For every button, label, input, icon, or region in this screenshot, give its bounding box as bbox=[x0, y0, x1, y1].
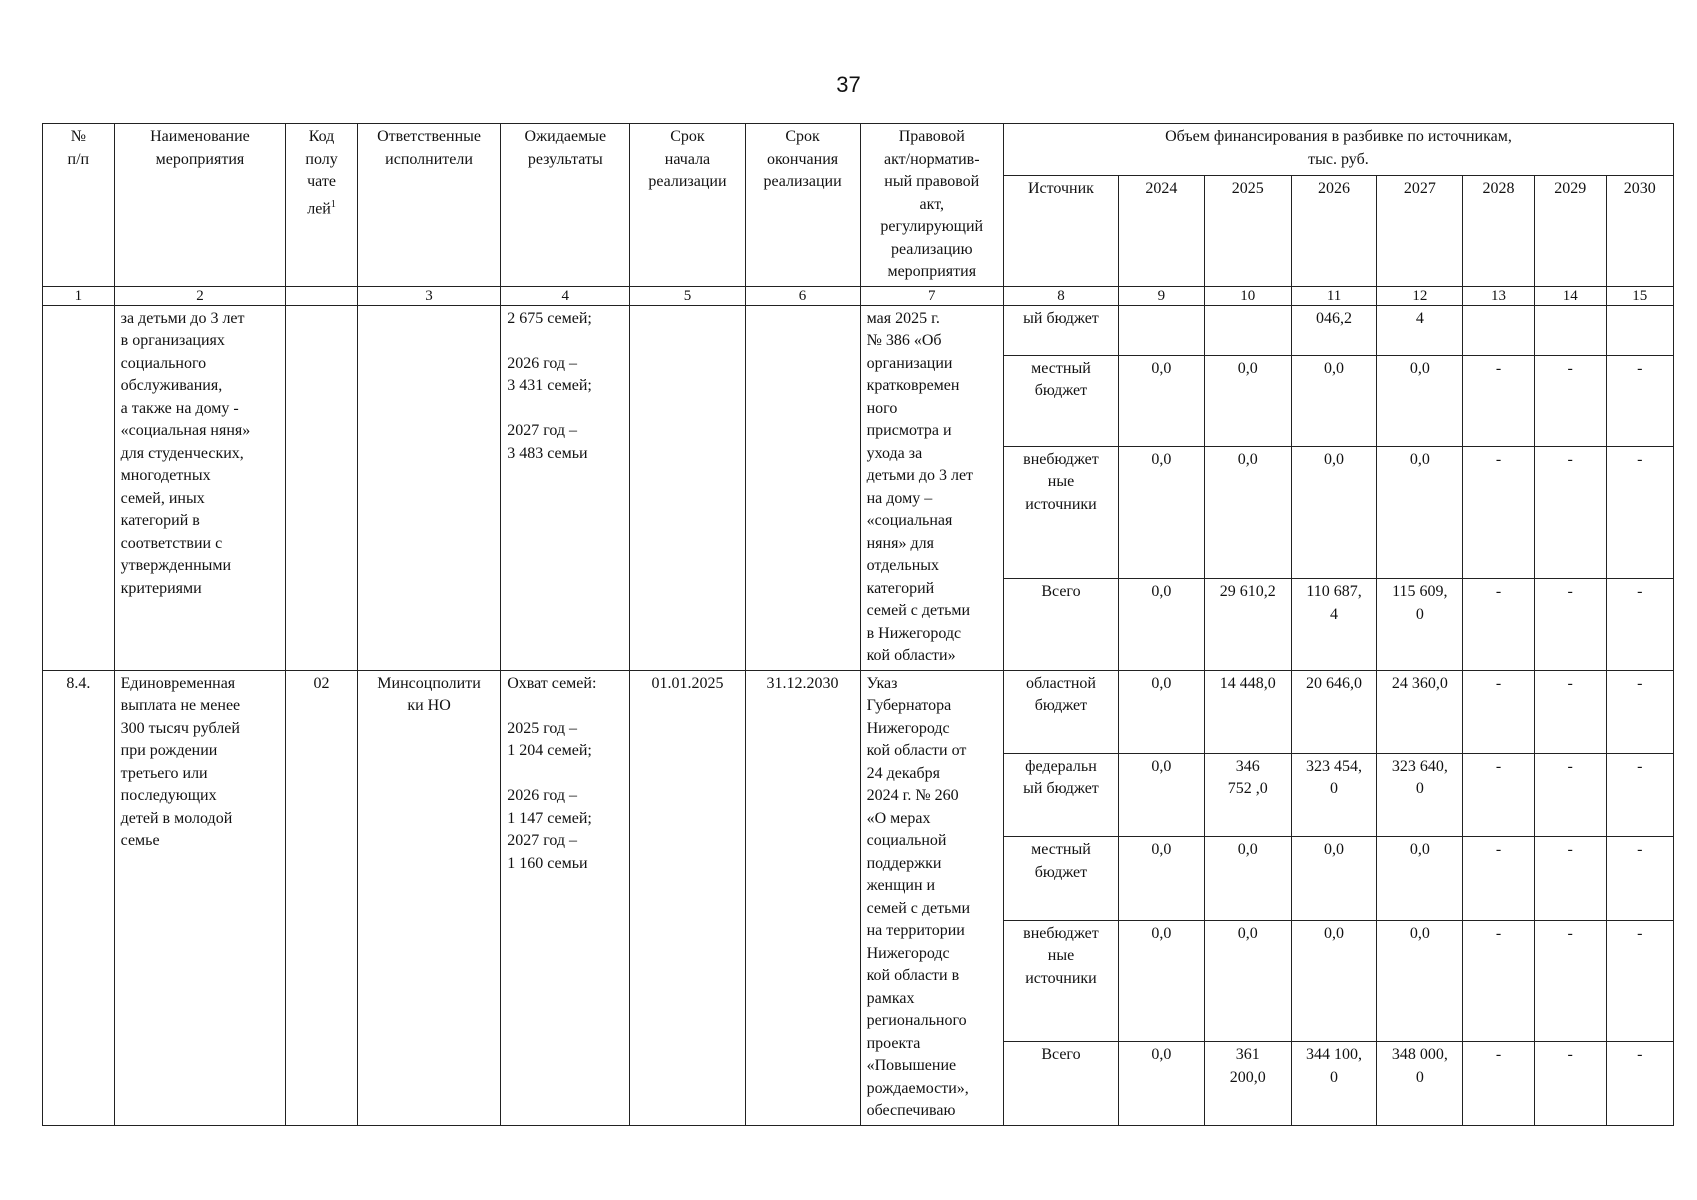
value-cell: - bbox=[1463, 1042, 1535, 1126]
value-cell: 0,0 bbox=[1119, 753, 1205, 836]
value-cell: - bbox=[1463, 355, 1535, 446]
value-cell: - bbox=[1534, 1042, 1606, 1126]
col-num: 1 bbox=[43, 286, 115, 305]
header-row-1 bbox=[43, 124, 1674, 176]
value-cell: 0,0 bbox=[1204, 837, 1291, 920]
col-num: 9 bbox=[1119, 286, 1205, 305]
value-cell: 0,0 bbox=[1119, 579, 1205, 670]
value-cell: 323 640, 0 bbox=[1377, 753, 1463, 836]
col-num: 15 bbox=[1606, 286, 1673, 305]
value-cell: 0,0 bbox=[1119, 1042, 1205, 1126]
value-cell: 0,0 bbox=[1119, 355, 1205, 446]
item-code: 02 bbox=[286, 670, 358, 1125]
value-cell bbox=[1463, 305, 1535, 355]
header-executors: Ответственные исполнители bbox=[357, 124, 500, 287]
value-cell: - bbox=[1606, 1042, 1673, 1126]
header-year: 2027 bbox=[1377, 176, 1463, 286]
value-cell: - bbox=[1606, 670, 1673, 753]
header-num: № п/п bbox=[43, 124, 115, 287]
source-cell: местный бюджет bbox=[1003, 355, 1118, 446]
value-cell bbox=[1534, 305, 1606, 355]
value-cell: 0,0 bbox=[1119, 446, 1205, 578]
source-cell: местный бюджет bbox=[1003, 837, 1118, 920]
source-cell: областной бюджет bbox=[1003, 670, 1118, 753]
value-cell: - bbox=[1463, 753, 1535, 836]
value-cell: - bbox=[1534, 920, 1606, 1041]
col-num: 12 bbox=[1377, 286, 1463, 305]
header-year: 2029 bbox=[1534, 176, 1606, 286]
header-name: Наименование мероприятия bbox=[114, 124, 286, 287]
col-num: 6 bbox=[745, 286, 860, 305]
value-cell: 346 752 ,0 bbox=[1204, 753, 1291, 836]
value-cell: 344 100, 0 bbox=[1291, 1042, 1377, 1126]
cont-results: 2 675 семей; 2026 год – 3 431 семей; 2027 год – 3 483 семьи bbox=[501, 305, 630, 670]
value-cell: - bbox=[1463, 446, 1535, 578]
item-number: 8.4. bbox=[43, 670, 115, 1125]
header-code-text: Код полу чате лей bbox=[305, 128, 338, 217]
table-row bbox=[43, 305, 1674, 355]
header-year: 2030 bbox=[1606, 176, 1673, 286]
item-legal-act: Указ Губернатора Нижегородс кой области от 24 декабря 2024 г. № 260 «О мерах социальной поддержки женщин и семей с детьми на территории Нижегородс кой области в рамках регионального проекта «Повышение рождаемости», обеспечиваю bbox=[860, 670, 1003, 1125]
col-num: 3 bbox=[357, 286, 500, 305]
header-funding: Объем финансирования в разбивке по источникам, тыс. руб. bbox=[1003, 124, 1673, 176]
header-legal-act: Правовой акт/норматив- ный правовой акт, регулирующий реализацию мероприятия bbox=[860, 124, 1003, 287]
value-cell: - bbox=[1534, 837, 1606, 920]
value-cell bbox=[1606, 305, 1673, 355]
item-results: Охват семей: 2025 год – 1 204 семей; 2026 год – 1 147 семей; 2027 год – 1 160 семьи bbox=[501, 670, 630, 1125]
source-cell: Всего bbox=[1003, 1042, 1118, 1126]
value-cell: 20 646,0 bbox=[1291, 670, 1377, 753]
value-cell: 0,0 bbox=[1377, 355, 1463, 446]
value-cell: 110 687, 4 bbox=[1291, 579, 1377, 670]
value-cell: - bbox=[1606, 446, 1673, 578]
value-cell: 0,0 bbox=[1204, 446, 1291, 578]
footnote-mark: 1 bbox=[330, 198, 336, 210]
item-start-date: 01.01.2025 bbox=[630, 670, 745, 1125]
value-cell: 4 bbox=[1377, 305, 1463, 355]
value-cell: - bbox=[1606, 920, 1673, 1041]
value-cell: 0,0 bbox=[1291, 446, 1377, 578]
column-numbers-row bbox=[43, 286, 1674, 305]
value-cell: - bbox=[1463, 837, 1535, 920]
value-cell: 0,0 bbox=[1291, 837, 1377, 920]
source-cell: Всего bbox=[1003, 579, 1118, 670]
header-year: 2025 bbox=[1204, 176, 1291, 286]
value-cell: 0,0 bbox=[1119, 920, 1205, 1041]
header-year: 2024 bbox=[1119, 176, 1205, 286]
value-cell: - bbox=[1534, 579, 1606, 670]
header-start: Срок начала реализации bbox=[630, 124, 745, 287]
cont-executors-cell bbox=[357, 305, 500, 670]
col-num: 7 bbox=[860, 286, 1003, 305]
value-cell: 046,2 bbox=[1291, 305, 1377, 355]
cont-num-cell bbox=[43, 305, 115, 670]
cont-legal-act: мая 2025 г. № 386 «Об организации кратковремен ного присмотра и ухода за детьми до 3 лет на дому – «социальная няня» для отдельных категорий семей с детьми в Нижегородс кой области» bbox=[860, 305, 1003, 670]
col-num: 10 bbox=[1204, 286, 1291, 305]
value-cell bbox=[1204, 305, 1291, 355]
header-year: 2028 bbox=[1463, 176, 1535, 286]
item-executors: Минсоцполити ки НО bbox=[357, 670, 500, 1125]
value-cell: - bbox=[1534, 753, 1606, 836]
col-num: 4 bbox=[501, 286, 630, 305]
cont-start-cell bbox=[630, 305, 745, 670]
value-cell: - bbox=[1463, 670, 1535, 753]
value-cell: 0,0 bbox=[1119, 837, 1205, 920]
item-measure-name: Единовременная выплата не менее 300 тысяч рублей при рождении третьего или последующих детей в молодой семье bbox=[114, 670, 286, 1125]
value-cell: 115 609, 0 bbox=[1377, 579, 1463, 670]
source-cell: внебюджет ные источники bbox=[1003, 446, 1118, 578]
col-num: 2 bbox=[114, 286, 286, 305]
value-cell: 14 448,0 bbox=[1204, 670, 1291, 753]
col-num: 5 bbox=[630, 286, 745, 305]
value-cell: 0,0 bbox=[1204, 355, 1291, 446]
source-cell: федеральн ый бюджет bbox=[1003, 753, 1118, 836]
header-source: Источник bbox=[1003, 176, 1118, 286]
header-end: Срок окончания реализации bbox=[745, 124, 860, 287]
value-cell: - bbox=[1534, 670, 1606, 753]
measures-table bbox=[42, 123, 1674, 1126]
value-cell: - bbox=[1534, 446, 1606, 578]
item-end-date: 31.12.2030 bbox=[745, 670, 860, 1125]
value-cell: 0,0 bbox=[1377, 837, 1463, 920]
col-num: 13 bbox=[1463, 286, 1535, 305]
cont-end-cell bbox=[745, 305, 860, 670]
source-cell: ый бюджет bbox=[1003, 305, 1118, 355]
header-year: 2026 bbox=[1291, 176, 1377, 286]
header-code bbox=[286, 124, 358, 287]
cont-measure-name: за детьми до 3 лет в организациях социального обслуживания, а также на дому - «социальная няня» для студенческих, многодетных семей, иных категорий в соответствии с утвержденными критериями bbox=[114, 305, 286, 670]
value-cell: 348 000, 0 bbox=[1377, 1042, 1463, 1126]
value-cell: - bbox=[1463, 579, 1535, 670]
value-cell: - bbox=[1606, 837, 1673, 920]
value-cell: 0,0 bbox=[1291, 920, 1377, 1041]
col-num: 14 bbox=[1534, 286, 1606, 305]
value-cell bbox=[1119, 305, 1205, 355]
value-cell: 24 360,0 bbox=[1377, 670, 1463, 753]
col-num bbox=[286, 286, 358, 305]
source-cell: внебюджет ные источники bbox=[1003, 920, 1118, 1041]
value-cell: 323 454, 0 bbox=[1291, 753, 1377, 836]
table-row bbox=[43, 670, 1674, 753]
value-cell: 0,0 bbox=[1377, 446, 1463, 578]
header-results: Ожидаемые результаты bbox=[501, 124, 630, 287]
value-cell: 0,0 bbox=[1291, 355, 1377, 446]
value-cell: - bbox=[1534, 355, 1606, 446]
col-num: 11 bbox=[1291, 286, 1377, 305]
value-cell: - bbox=[1463, 920, 1535, 1041]
value-cell: 0,0 bbox=[1204, 920, 1291, 1041]
value-cell: 0,0 bbox=[1119, 670, 1205, 753]
value-cell: 361 200,0 bbox=[1204, 1042, 1291, 1126]
value-cell: - bbox=[1606, 579, 1673, 670]
value-cell: - bbox=[1606, 753, 1673, 836]
value-cell: - bbox=[1606, 355, 1673, 446]
value-cell: 0,0 bbox=[1377, 920, 1463, 1041]
page-number: 37 bbox=[836, 72, 861, 97]
col-num: 8 bbox=[1003, 286, 1118, 305]
cont-code-cell bbox=[286, 305, 358, 670]
value-cell: 29 610,2 bbox=[1204, 579, 1291, 670]
